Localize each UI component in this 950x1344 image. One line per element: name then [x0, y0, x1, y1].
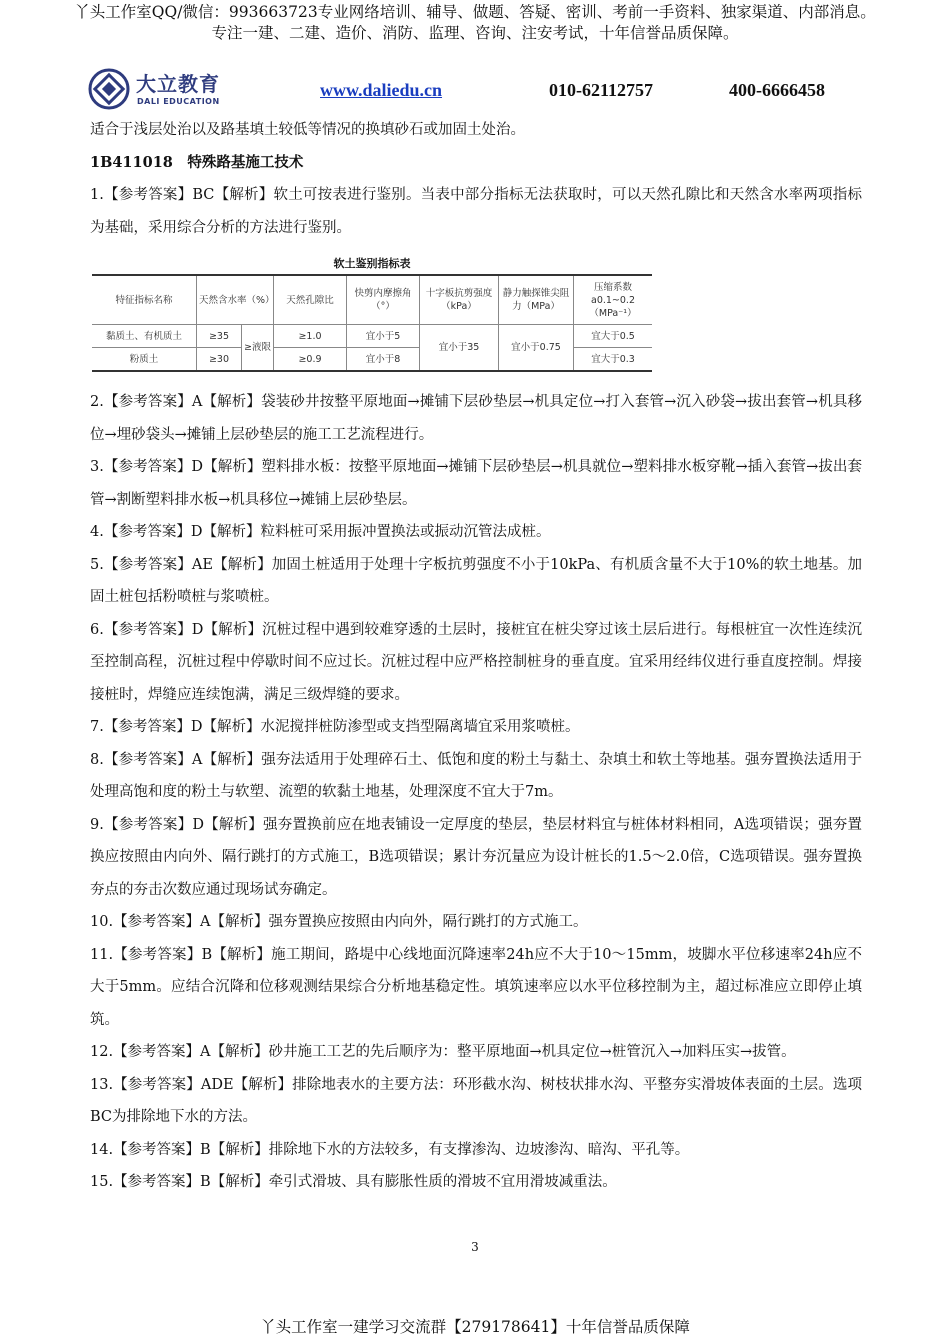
- section-title: 1B411018 特殊路基施工技术: [90, 153, 304, 171]
- top-banner: [0, 2, 950, 44]
- answer-paragraph: 8.【参考答案】A【解析】强夯法适用于处理碎石土、低饱和度的粉土与黏土、杂填土和软土等地基。强夯置换法适用于处理高饱和度的粉土与软塑、流塑的软黏土地基，处理深度不宜大于7m。: [90, 751, 862, 800]
- table-header-cell: 静力触探锥尖阻力（MPa）: [499, 275, 574, 325]
- logo-text-en: DALI EDUCATION: [137, 97, 220, 106]
- table-cell: 粉质土: [92, 348, 197, 372]
- answer-paragraph: 6.【参考答案】D【解析】沉桩过程中遇到较难穿透的土层时，接桩宜在桩尖穿过该土层后进行。每根桩宜一次性连续沉至控制高程，沉桩过程中停歇时间不应过长。沉桩过程中应严格控制桩身的垂直度。宜采用经纬仪进行垂直度控制。焊接接桩时，焊缝应连续饱满，满足三级焊缝的要求。: [90, 621, 862, 703]
- footer-banner: 丫头工作室一建学习交流群【279178641】十年信誉品质保障: [260, 1318, 690, 1336]
- answer-paragraph: 15.【参考答案】B【解析】牵引式滑坡、具有膨胀性质的滑坡不宜用滑坡减重法。: [90, 1174, 617, 1190]
- page-header: [88, 64, 868, 116]
- table-cell: ≥0.9: [274, 348, 347, 372]
- answer-paragraph: 12.【参考答案】A【解析】砂井施工工艺的先后顺序为：整平原地面→机具定位→桩管沉入→加料压实→拔管。: [90, 1044, 796, 1060]
- website-link[interactable]: www.daliedu.cn: [320, 80, 443, 100]
- table-cell: 宜大于0.5: [574, 325, 653, 348]
- table-cell: 宜小于0.75: [499, 325, 574, 372]
- table-cell: ≥1.0: [274, 325, 347, 348]
- answer-paragraph: 10.【参考答案】A【解析】强夯置换应按照由内向外，隔行跳打的方式施工。: [90, 914, 588, 930]
- intro-paragraph: 适合于浅层处治以及路基填土较低等情况的换填砂石或加固土处治。: [90, 122, 525, 138]
- answer-paragraph: 3.【参考答案】D【解析】塑料排水板：按整平原地面→摊铺下层砂垫层→机具就位→塑料排水板穿靴→插入套管→拔出套管→割断塑料排水板→机具移位→摊铺上层砂垫层。: [90, 459, 862, 508]
- answer-paragraph: 4.【参考答案】D【解析】粒料桩可采用振冲置换法或振动沉管法成桩。: [90, 524, 551, 540]
- document-body: [90, 114, 862, 1199]
- answer-1: 1.【参考答案】BC【解析】软土可按表进行鉴别。当表中部分指标无法获取时，可以天然孔隙比和天然含水率两项指标为基础，采用综合分析的方法进行鉴别。: [90, 187, 862, 236]
- page-number: 3: [471, 1240, 479, 1254]
- table-header-row: [92, 275, 652, 325]
- table-header-cell: 快剪内摩擦角（°）: [347, 275, 420, 325]
- table-cell: 黏质土、有机质土: [92, 325, 197, 348]
- table-header-cell: 特征指标名称: [92, 275, 197, 325]
- table-header-cell: 天然孔隙比: [274, 275, 347, 325]
- answer-paragraph: 14.【参考答案】B【解析】排除地下水的方法较多，有支撑渗沟、边坡渗沟、暗沟、平孔等。: [90, 1141, 690, 1158]
- table-caption: 软土鉴别指标表: [333, 257, 411, 270]
- answer-paragraph: 7.【参考答案】D【解析】水泥搅拌桩防渗型或支挡型隔离墙宜采用浆喷桩。: [90, 719, 580, 735]
- answer-paragraph: 9.【参考答案】D【解析】强夯置换前应在地表铺设一定厚度的垫层，垫层材料宜与桩体材料相同，A选项错误；强夯置换应按照由内向外、隔行跳打的方式施工，B选项错误；累计夯沉量应为设计桩长的1.5～2.0倍，C选项错误。强夯置换夯点的夯击次数应通过现场试夯确定。: [90, 816, 862, 898]
- table-cell: 宜小于35: [420, 325, 499, 372]
- logo: [88, 64, 278, 114]
- table-row: [92, 325, 652, 348]
- table-cell: 宜小于5: [347, 325, 420, 348]
- table-header-cell: 天然含水率（%）: [197, 275, 274, 325]
- table-cell: ≥液限: [242, 325, 274, 372]
- table-header-cell: 十字板抗剪强度（kPa）: [420, 275, 499, 325]
- table-cell: ≥35: [197, 325, 242, 348]
- table-header-cell: 压缩系数a0.1~0.2（MPa⁻¹）: [574, 275, 653, 325]
- answer-paragraph: 5.【参考答案】AE【解析】加固土桩适用于处理十字板抗剪强度不小于10kPa、有机质含量不大于10%的软土地基。加固土桩包括粉喷桩与浆喷桩。: [90, 556, 862, 605]
- answer-paragraph: 13.【参考答案】ADE【解析】排除地表水的主要方法：环形截水沟、树枝状排水沟、平整夯实滑坡体表面的土层。选项BC为排除地下水的方法。: [90, 1076, 862, 1125]
- soft-soil-table: [92, 256, 652, 372]
- banner-line-1: 丫头工作室QQ/微信：993663723专业网络培训、辅导、做题、答疑、密训、考前一手资料、独家渠道、内部消息。: [74, 3, 876, 21]
- table-cell: ≥30: [197, 348, 242, 372]
- answer-paragraph: 2.【参考答案】A【解析】袋装砂井按整平原地面→摊铺下层砂垫层→机具定位→打入套管→沉入砂袋→拔出套管→机具移位→埋砂袋头→摊铺上层砂垫层的施工工艺流程进行。: [90, 394, 862, 443]
- answer-paragraph: 11.【参考答案】B【解析】施工期间，路堤中心线地面沉降速率24h应不大于10～15mm，坡脚水平位移速率24h应不大于5mm。应结合沉降和位移观测结果综合分析地基稳定性。填筑速率应以水平位移控制为主，超过标准应立即停止填筑。: [90, 946, 862, 1028]
- phone-number-1: 010-62112757: [549, 80, 654, 100]
- logo-text-cn: 大立教育: [136, 72, 220, 96]
- table-cell: 宜大于0.3: [574, 348, 653, 372]
- table-cell: 宜小于8: [347, 348, 420, 372]
- phone-number-2: 400-6666458: [729, 80, 825, 100]
- logo-mark-icon: [88, 68, 130, 110]
- banner-line-2: 专注一建、二建、造价、消防、监理、咨询、注安考试，十年信誉品质保障。: [211, 24, 739, 42]
